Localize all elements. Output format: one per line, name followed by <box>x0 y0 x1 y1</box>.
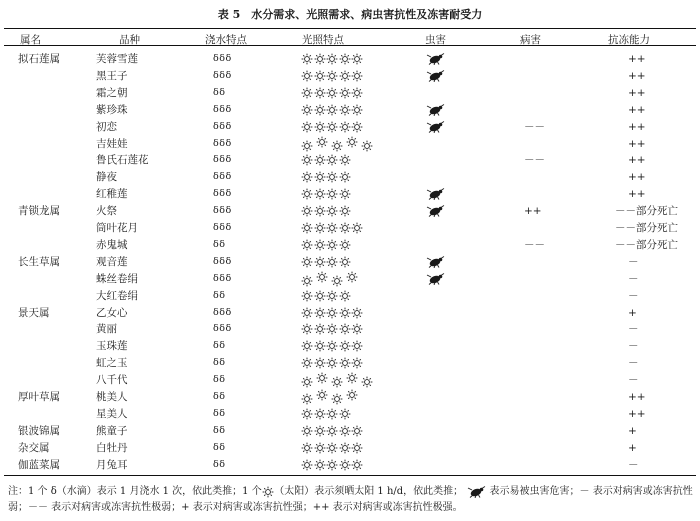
variety-cell: 红稚莲 <box>96 188 128 201</box>
sun-icon <box>351 340 363 352</box>
header-variety: 品种 <box>119 34 140 46</box>
water-cell: δδ <box>213 357 226 369</box>
sun-icon <box>326 154 338 166</box>
sun-icon <box>301 442 313 454</box>
variety-cell: 紫珍珠 <box>96 103 128 116</box>
sun-icon <box>339 307 351 319</box>
table-row <box>0 389 700 405</box>
light-cell <box>301 222 364 235</box>
cold-cell: ++ <box>628 86 646 99</box>
sun-icon <box>339 239 351 251</box>
table-row <box>0 406 700 422</box>
light-cell <box>301 408 351 421</box>
light-cell <box>301 323 364 336</box>
sun-icon <box>339 70 351 82</box>
pest-cell <box>425 256 445 268</box>
sun-icon <box>339 256 351 268</box>
variety-cell: 黑王子 <box>96 69 128 82</box>
variety-cell: 黄丽 <box>96 323 117 336</box>
pest-cell <box>425 70 445 82</box>
genus-cell: 厚叶草属 <box>18 391 60 403</box>
bug-icon <box>425 205 445 217</box>
cold-cell: ++ <box>628 120 646 133</box>
water-cell: δδ <box>213 289 226 301</box>
table-row <box>0 254 700 270</box>
sun-icon <box>301 408 313 420</box>
pest-cell <box>425 273 445 285</box>
table-row <box>0 68 700 84</box>
cold-cell: － <box>628 357 639 370</box>
table-row <box>0 220 700 236</box>
light-cell <box>301 459 364 472</box>
water-cell: δδ <box>213 374 226 386</box>
sun-icon <box>326 290 338 302</box>
sun-icon <box>326 205 338 217</box>
sun-icon <box>301 140 313 152</box>
header-cold: 抗冻能力 <box>608 34 650 46</box>
header-genus: 属名 <box>20 34 41 46</box>
sun-icon <box>301 70 313 82</box>
light-cell <box>301 154 351 167</box>
genus-cell: 伽蓝菜属 <box>18 458 60 471</box>
sun-icon <box>326 239 338 251</box>
disease-cell: －－ <box>524 154 545 167</box>
table-footnote <box>8 484 694 516</box>
bug-icon <box>425 70 445 82</box>
sun-icon <box>314 307 326 319</box>
cold-cell: ++ <box>628 137 646 150</box>
bug-icon <box>425 104 445 116</box>
table-row <box>0 440 700 456</box>
pest-cell <box>425 104 445 116</box>
sun-icon <box>301 188 313 200</box>
light-cell <box>301 307 364 320</box>
sun-icon <box>326 357 338 369</box>
sun-icon <box>331 393 343 405</box>
table-row <box>0 271 700 287</box>
genus-cell: 拟石莲属 <box>18 53 60 65</box>
header-rule <box>4 45 696 46</box>
light-cell <box>301 425 364 438</box>
light-cell <box>301 273 361 286</box>
sun-icon <box>314 425 326 437</box>
genus-cell: 青锁龙属 <box>18 205 60 218</box>
sun-icon <box>314 87 326 99</box>
sun-icon <box>316 389 328 401</box>
light-cell <box>301 374 376 387</box>
sun-icon <box>301 104 313 116</box>
cold-cell: ++ <box>628 69 646 82</box>
light-cell <box>301 357 364 370</box>
pest-cell <box>425 205 445 217</box>
sun-icon <box>301 239 313 251</box>
light-cell <box>301 205 351 218</box>
light-cell <box>301 87 364 100</box>
sun-icon <box>351 357 363 369</box>
bottom-rule <box>4 475 696 476</box>
cold-cell: － <box>628 272 639 285</box>
cold-cell: ++ <box>628 103 646 116</box>
top-rule <box>4 28 696 29</box>
table-row <box>0 237 700 253</box>
variety-cell: 星美人 <box>96 407 128 420</box>
sun-icon <box>301 307 313 319</box>
sun-icon <box>326 459 338 471</box>
sun-icon <box>262 486 274 498</box>
table-row <box>0 119 700 135</box>
sun-icon <box>339 425 351 437</box>
bug-icon <box>466 486 486 498</box>
cold-cell: －－部分死亡 <box>615 222 678 234</box>
sun-icon <box>314 340 326 352</box>
sun-icon <box>314 205 326 217</box>
sun-icon <box>351 70 363 82</box>
water-cell: δδ <box>213 458 226 470</box>
water-cell: δδδ <box>213 103 232 115</box>
sun-icon <box>314 70 326 82</box>
sun-icon <box>314 121 326 133</box>
sun-icon <box>301 53 313 65</box>
bug-icon <box>425 273 445 285</box>
cold-cell: ++ <box>628 171 646 184</box>
sun-icon <box>314 188 326 200</box>
sun-icon <box>301 171 313 183</box>
light-cell <box>301 171 351 184</box>
sun-icon <box>346 136 358 148</box>
sun-icon <box>314 239 326 251</box>
cold-cell: + <box>628 424 637 437</box>
water-cell: δδ <box>213 441 226 453</box>
sun-icon <box>331 275 343 287</box>
table-row <box>0 136 700 152</box>
sun-icon <box>301 205 313 217</box>
sun-icon <box>326 87 338 99</box>
disease-cell: －－ <box>524 238 545 251</box>
sun-icon <box>326 104 338 116</box>
sun-icon <box>301 87 313 99</box>
pest-cell <box>425 53 445 65</box>
cold-cell: － <box>628 458 639 471</box>
cold-cell: － <box>628 323 639 336</box>
water-cell: δδδ <box>213 205 232 217</box>
sun-icon <box>301 154 313 166</box>
sun-icon <box>316 136 328 148</box>
sun-icon <box>326 188 338 200</box>
water-cell: δδδ <box>213 53 232 64</box>
table-row <box>0 186 700 202</box>
sun-icon <box>301 357 313 369</box>
sun-icon <box>301 459 313 471</box>
light-cell <box>301 104 364 117</box>
table-row <box>0 338 700 354</box>
sun-icon <box>316 372 328 384</box>
sun-icon <box>339 53 351 65</box>
sun-icon <box>301 323 313 335</box>
sun-icon <box>351 222 363 234</box>
sun-icon <box>326 70 338 82</box>
sun-icon <box>326 340 338 352</box>
sun-icon <box>339 205 351 217</box>
sun-icon <box>351 459 363 471</box>
table-row <box>0 203 700 219</box>
note-part-2: （太阳）表示须晒太阳 1 h/d，依此类推； <box>274 486 464 497</box>
sun-icon <box>301 275 313 287</box>
genus-cell: 长生草属 <box>18 255 60 268</box>
water-cell: δδ <box>213 238 226 250</box>
sun-icon <box>339 290 351 302</box>
water-cell: δδδ <box>213 255 232 267</box>
bug-icon <box>425 121 445 133</box>
sun-icon <box>326 222 338 234</box>
sun-icon <box>326 408 338 420</box>
cold-cell: －－部分死亡 <box>615 238 678 251</box>
sun-icon <box>351 307 363 319</box>
variety-cell: 大红卷绢 <box>96 289 138 302</box>
sun-icon <box>346 372 358 384</box>
sun-icon <box>331 140 343 152</box>
table-row <box>0 372 700 388</box>
sun-icon <box>314 53 326 65</box>
variety-cell: 筒叶花月 <box>96 222 138 234</box>
sun-icon <box>326 323 338 335</box>
sun-icon <box>301 340 313 352</box>
variety-cell: 玉珠莲 <box>96 340 128 353</box>
note-part-3: 表示易被虫害危害；－ 表示对病害或冻害抗性弱；－－ 表示对病害或冻害抗性极弱；+ 表示对病害或冻害抗性强；++ 表示对病害或冻害抗性极强。 <box>8 486 693 513</box>
light-cell <box>301 53 364 66</box>
sun-icon <box>326 425 338 437</box>
water-cell: δδδ <box>213 306 232 318</box>
light-cell <box>301 121 364 134</box>
sun-icon <box>339 171 351 183</box>
cold-cell: ++ <box>628 407 646 420</box>
header-water: 浇水特点 <box>205 34 247 46</box>
sun-icon <box>351 87 363 99</box>
cold-cell: － <box>628 289 639 302</box>
sun-icon <box>326 442 338 454</box>
genus-cell: 银波锦属 <box>18 424 60 437</box>
sun-icon <box>361 140 373 152</box>
light-cell <box>301 391 361 404</box>
sun-icon <box>314 256 326 268</box>
sun-icon <box>361 376 373 388</box>
variety-cell: 鲁氏石莲花 <box>96 154 149 167</box>
sun-icon <box>351 425 363 437</box>
water-cell: δδδ <box>213 323 232 335</box>
header-pest: 虫害 <box>425 34 446 46</box>
light-cell <box>301 70 364 83</box>
sun-icon <box>326 171 338 183</box>
table-row <box>0 288 700 304</box>
bug-icon <box>425 256 445 268</box>
water-cell: δδδ <box>213 120 232 132</box>
water-cell: δδ <box>213 86 226 98</box>
variety-cell: 桃美人 <box>96 391 128 403</box>
sun-icon <box>301 376 313 388</box>
variety-cell: 静夜 <box>96 171 117 184</box>
sun-icon <box>314 357 326 369</box>
disease-cell: ++ <box>524 205 542 218</box>
bug-icon <box>425 53 445 65</box>
variety-cell: 火祭 <box>96 205 117 218</box>
table-row <box>0 305 700 321</box>
water-cell: δδδ <box>213 272 232 284</box>
water-cell: δδ <box>213 407 226 419</box>
sun-icon <box>339 154 351 166</box>
sun-icon <box>301 222 313 234</box>
cold-cell: ++ <box>628 188 646 201</box>
water-cell: δδδ <box>213 188 232 200</box>
variety-cell: 月兔耳 <box>96 458 128 471</box>
sun-icon <box>314 442 326 454</box>
table-row <box>0 321 700 337</box>
water-cell: δδ <box>213 391 226 402</box>
sun-icon <box>351 121 363 133</box>
variety-cell: 蛛丝卷绢 <box>96 272 138 285</box>
cold-cell: －－部分死亡 <box>615 205 678 218</box>
sun-icon <box>326 307 338 319</box>
cold-cell: ++ <box>628 391 646 403</box>
variety-cell: 霜之朝 <box>96 86 128 99</box>
header-disease: 病害 <box>520 34 541 46</box>
sun-icon <box>339 121 351 133</box>
sun-icon <box>301 425 313 437</box>
sun-icon <box>331 376 343 388</box>
sun-icon <box>339 442 351 454</box>
light-cell <box>301 256 351 269</box>
light-cell <box>301 290 351 303</box>
note-part-1: 注：1 个 δ（水滴）表示 1 月浇水 1 次，依此类推；1 个 <box>8 486 262 497</box>
cold-cell: － <box>628 255 639 268</box>
variety-cell: 芙蓉雪莲 <box>96 53 138 65</box>
sun-icon <box>326 53 338 65</box>
sun-icon <box>351 53 363 65</box>
variety-cell: 吉娃娃 <box>96 137 128 150</box>
cold-cell: － <box>628 340 639 353</box>
table-row <box>0 457 700 473</box>
sun-icon <box>314 222 326 234</box>
sun-icon <box>314 408 326 420</box>
variety-cell: 赤鬼城 <box>96 238 128 251</box>
variety-cell: 白牡丹 <box>96 441 128 454</box>
sun-icon <box>314 290 326 302</box>
light-cell <box>301 239 351 252</box>
disease-cell: －－ <box>524 120 545 133</box>
table-row <box>0 423 700 439</box>
genus-cell: 景天属 <box>18 306 50 319</box>
sun-icon <box>301 290 313 302</box>
water-cell: δδδ <box>213 137 232 149</box>
table-row <box>0 51 700 67</box>
sun-icon <box>326 256 338 268</box>
sun-icon <box>351 442 363 454</box>
table-row <box>0 355 700 371</box>
variety-cell: 乙女心 <box>96 306 128 319</box>
sun-icon <box>339 408 351 420</box>
light-cell <box>301 442 364 455</box>
sun-icon <box>314 323 326 335</box>
variety-cell: 初恋 <box>96 120 117 133</box>
table-row <box>0 102 700 118</box>
sun-icon <box>339 357 351 369</box>
sun-icon <box>301 121 313 133</box>
light-cell <box>301 188 351 201</box>
sun-icon <box>339 222 351 234</box>
sun-icon <box>314 459 326 471</box>
sun-icon <box>339 323 351 335</box>
cold-cell: ++ <box>628 53 646 65</box>
sun-icon <box>314 171 326 183</box>
variety-cell: 熊童子 <box>96 424 128 437</box>
sun-icon <box>346 389 358 401</box>
water-cell: δδδ <box>213 222 232 233</box>
sun-icon <box>326 121 338 133</box>
table-row <box>0 169 700 185</box>
sun-icon <box>351 323 363 335</box>
light-cell <box>301 340 364 353</box>
cold-cell: + <box>628 441 637 454</box>
table-title: 表 5 水分需求、光照需求、病虫害抗性及冻害耐受力 <box>217 8 483 21</box>
variety-cell: 虹之玉 <box>96 357 128 370</box>
sun-icon <box>314 154 326 166</box>
sun-icon <box>339 340 351 352</box>
table-row <box>0 152 700 168</box>
sun-icon <box>339 87 351 99</box>
cold-cell: + <box>628 306 637 319</box>
sun-icon <box>351 104 363 116</box>
pest-cell <box>425 188 445 200</box>
light-cell <box>301 138 376 151</box>
header-light: 光照特点 <box>302 34 344 46</box>
sun-icon <box>339 459 351 471</box>
water-cell: δδδ <box>213 154 232 166</box>
variety-cell: 观音莲 <box>96 255 128 268</box>
variety-cell: 八千代 <box>96 374 128 387</box>
sun-icon <box>316 271 328 283</box>
sun-icon <box>346 271 358 283</box>
sun-icon <box>314 104 326 116</box>
cold-cell: ++ <box>628 154 646 167</box>
sun-icon <box>301 393 313 405</box>
water-cell: δδδ <box>213 69 232 81</box>
sun-icon <box>339 104 351 116</box>
water-cell: δδδ <box>213 171 232 183</box>
water-cell: δδ <box>213 424 226 436</box>
cold-cell: － <box>628 374 639 387</box>
table-row <box>0 85 700 101</box>
sun-icon <box>301 256 313 268</box>
sun-icon <box>339 188 351 200</box>
water-cell: δδ <box>213 340 226 352</box>
genus-cell: 杂交属 <box>18 441 50 454</box>
bug-icon <box>425 188 445 200</box>
pest-cell <box>425 121 445 133</box>
